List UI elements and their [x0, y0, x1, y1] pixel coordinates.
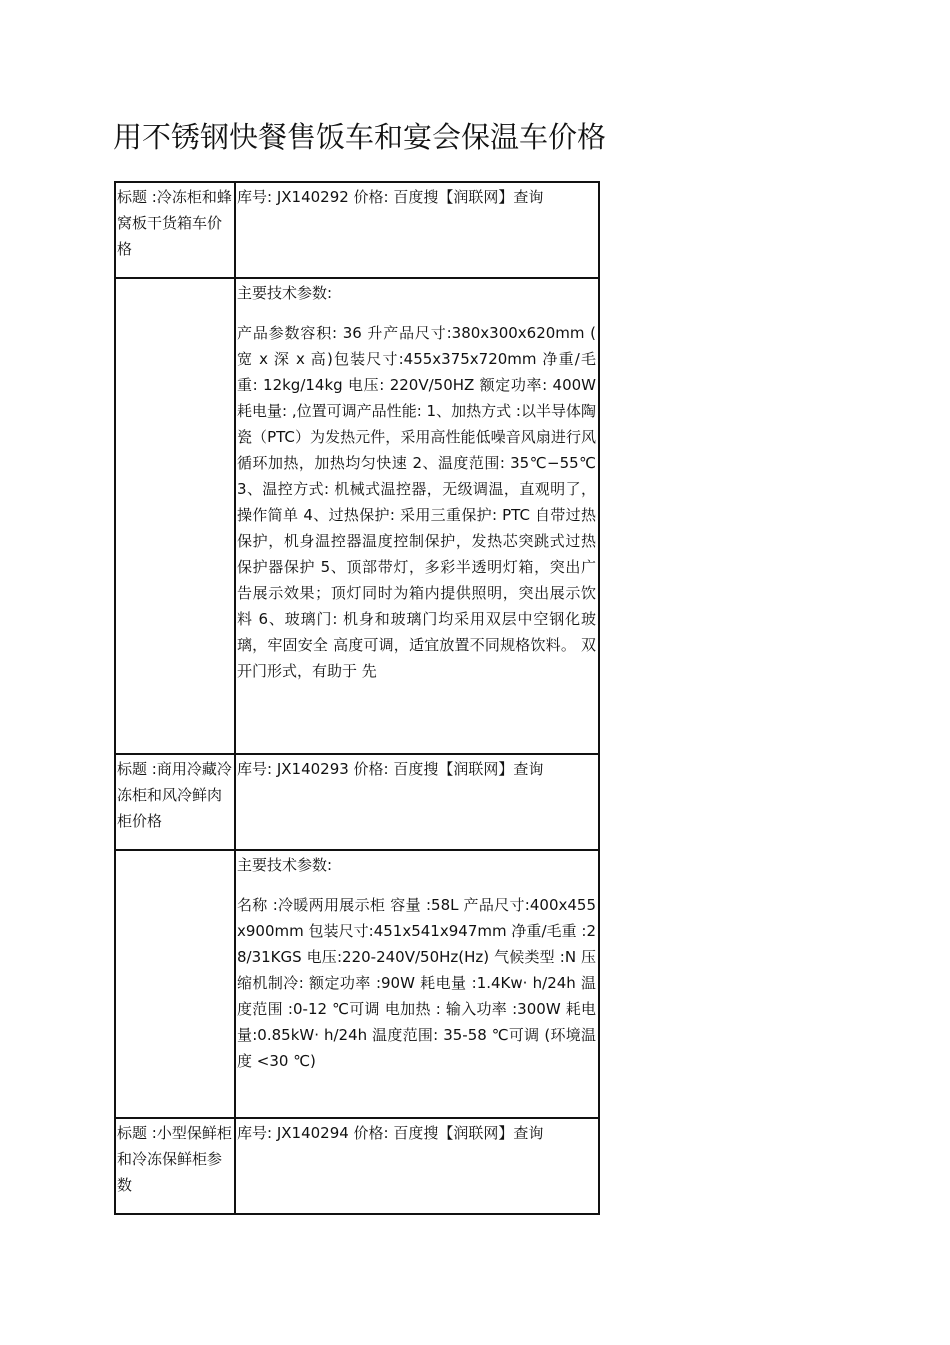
product-title-cell	[115, 1118, 235, 1214]
product-title: 标题 :冷冻柜和蜂窝板干货箱车价格	[117, 188, 232, 258]
empty-cell	[115, 850, 235, 1118]
product-info: 库号: JX140294 价格: 百度搜【润联网】查询	[237, 1124, 544, 1142]
product-title: 标题 :小型保鲜柜和冷冻保鲜柜参数	[117, 1124, 232, 1194]
product-info-cell	[235, 1118, 599, 1214]
table-row	[115, 754, 599, 850]
spec-heading: 主要技术参数:	[237, 284, 333, 302]
product-title: 标题 :商用冷藏冷冻柜和风冷鲜肉柜价格	[117, 760, 232, 830]
table-row	[115, 182, 599, 278]
table-row	[115, 1118, 599, 1214]
empty-cell	[115, 278, 235, 754]
table-row	[115, 278, 599, 754]
page-title: 用不锈钢快餐售饭车和宴会保温车价格	[113, 120, 607, 154]
product-info-cell	[235, 182, 599, 278]
product-table	[114, 181, 600, 1215]
spec-cell	[235, 278, 599, 754]
product-title-cell	[115, 182, 235, 278]
spec-body: 名称 :冷暖两用展示柜 容量 :58L 产品尺寸:400x455x900mm 包装尺寸:451x541x947mm 净重/毛重 :28/31KGS 电压:220-240V/50Hz(Hz) 气候类型 :N 压缩机制冷: 额定功率 :90W 耗电量 :1.4Kw· h/24h 温度范围 :0-12 ℃可调 电加热 : 输入功率 :300W 耗电量:0.85kW· h/24h 温度范围: 35-58 ℃可调 (环境温度 <30 ℃)	[237, 896, 596, 1070]
table-row	[115, 850, 599, 1118]
product-info: 库号: JX140292 价格: 百度搜【润联网】查询	[237, 188, 544, 206]
spec-heading: 主要技术参数:	[237, 856, 333, 874]
spec-body: 产品参数容积: 36 升产品尺寸:380x300x620mm ( 宽 x 深 x 高)包装尺寸:455x375x720mm 净重/毛重: 12kg/14kg 电压: 220V/50HZ 额定功率: 400W 耗电量: ,位置可调产品性能: 1、加热方式 :以半导体陶瓷（PTC）为发热元件，采用高性能低噪音风扇进行风循环加热，加热均匀快速 2、温度范围: 35℃−55℃3、温控方式: 机械式温控器，无级调温，直观明了，操作简单 4、过热保护: 采用三重保护: PTC 自带过热保护，机身温控器温度控制保护，发热芯突跳式过热保护器保护 5、顶部带灯，多彩半透明灯箱，突出广告展示效果；顶灯同时为箱内提供照明，突出展示饮料 6、玻璃门: 机身和玻璃门均采用双层中空钢化玻璃，牢固安全 高度可调，适宜放置不同规格饮料。 双开门形式，有助于 先	[237, 324, 596, 680]
product-info: 库号: JX140293 价格: 百度搜【润联网】查询	[237, 760, 544, 778]
product-info-cell	[235, 754, 599, 850]
spec-cell	[235, 850, 599, 1118]
product-title-cell	[115, 754, 235, 850]
